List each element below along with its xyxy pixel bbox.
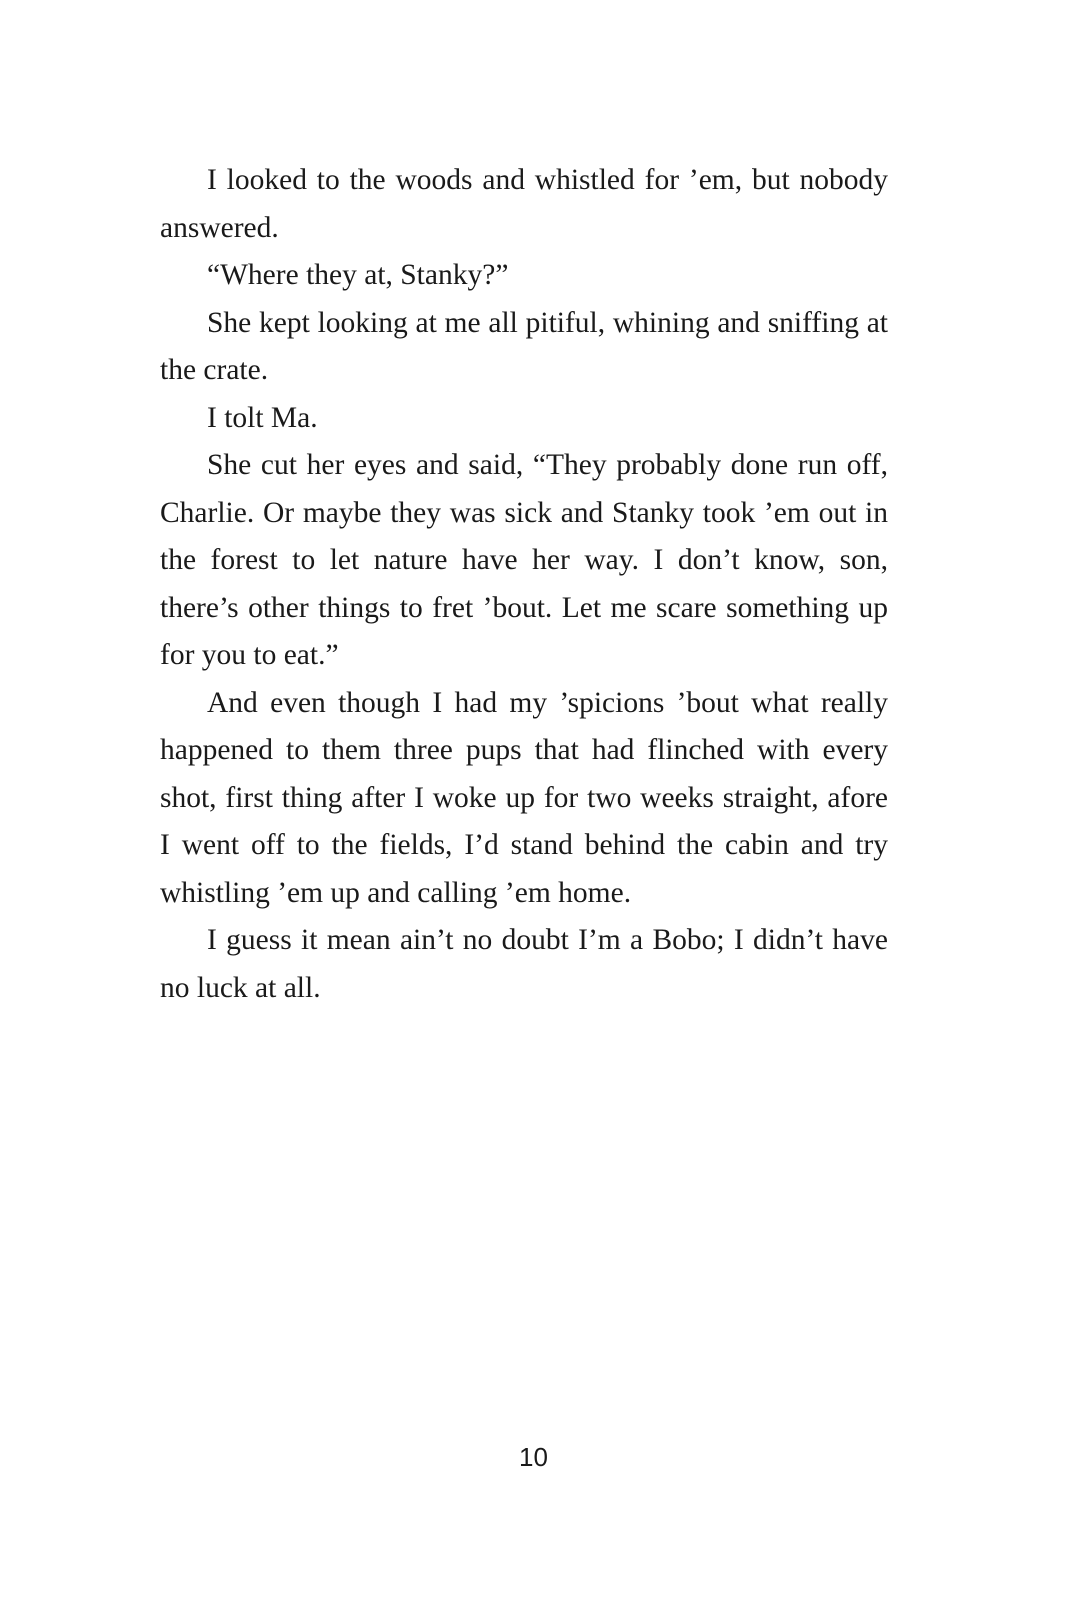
paragraph: She cut her eyes and said, “They probably done run off, Charlie. Or maybe they was sick and Stanky took ’em out in the forest to let nature have her way. I don’t know, son, there’s other things to fret ’bout. Let me scare something up for you to eat.” — [160, 449, 888, 671]
body-text — [160, 157, 888, 1012]
paragraph: I guess it mean ain’t no doubt I’m a Bobo; I didn’t have no luck at all. — [160, 924, 888, 1004]
paragraph: “Where they at, Stanky?” — [207, 259, 509, 291]
paragraph: And even though I had my ’spicions ’bout what really happened to them three pups that had flinched with every shot, first thing after I woke up for two weeks straight, afore I went off to the fields, I’d stand behind the cabin and try whistling ’em up and calling ’em home. — [160, 686, 888, 909]
paragraph: I tolt Ma. — [207, 401, 318, 434]
page-number: 10 — [519, 1442, 548, 1472]
paragraph: I looked to the woods and whistled for ’em, but nobody answered. — [160, 164, 888, 244]
paragraph: She kept looking at me all pitiful, whining and sniffing at the crate. — [160, 306, 888, 386]
